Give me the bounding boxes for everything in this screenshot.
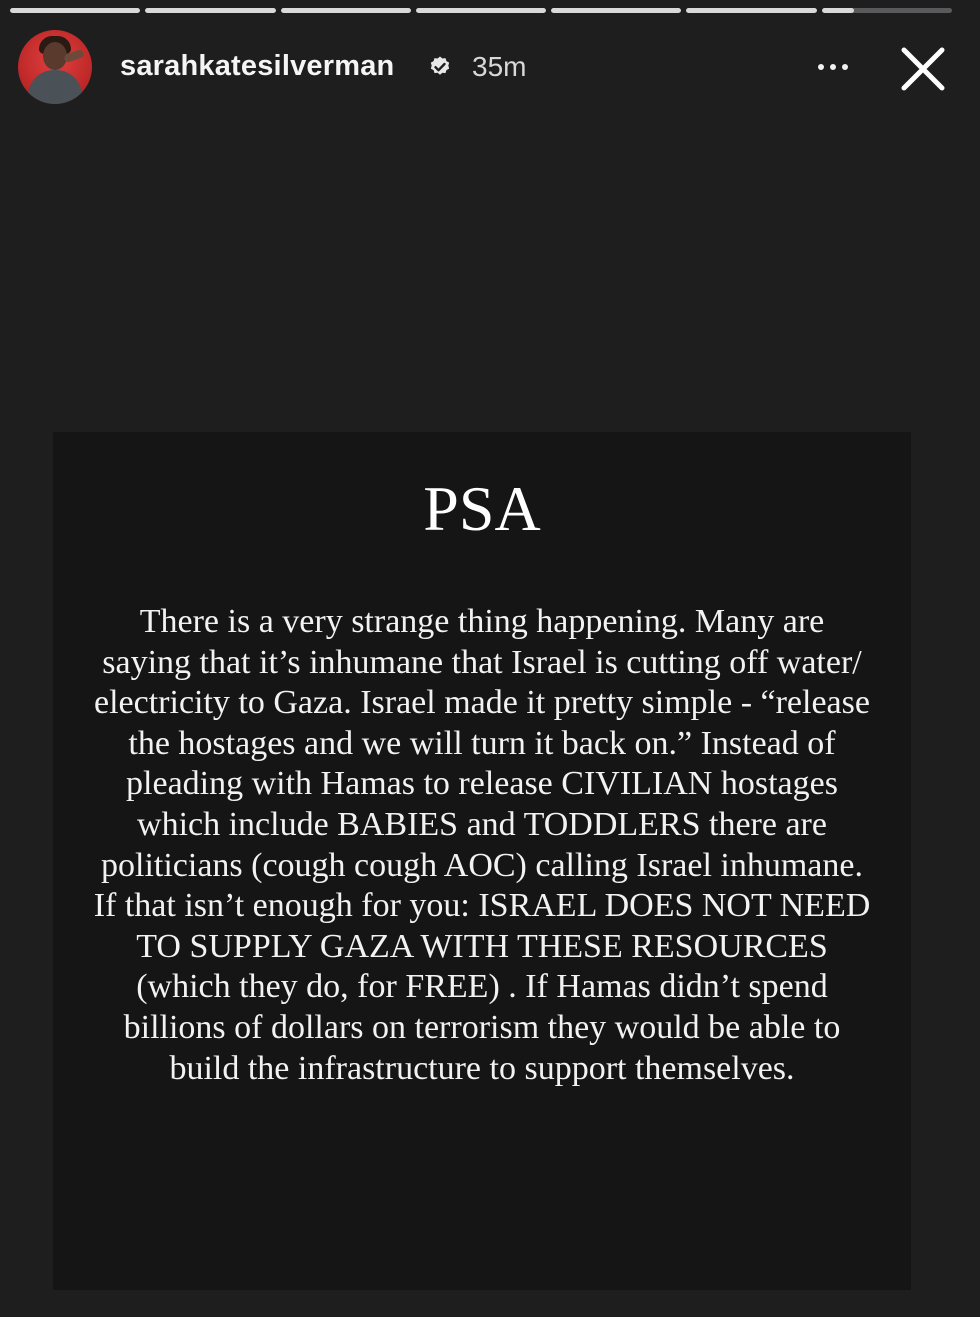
progress-segment: [686, 8, 816, 13]
username-link[interactable]: sarahkatesilverman: [120, 50, 395, 82]
avatar[interactable]: [18, 30, 92, 104]
progress-segment: [281, 8, 411, 13]
progress-segment: [416, 8, 546, 13]
psa-title: PSA: [423, 473, 541, 544]
progress-segment-current: [822, 8, 952, 13]
post-time: 35m: [472, 51, 527, 82]
progress-segment: [145, 8, 275, 13]
story-progress-bar: [10, 8, 952, 13]
story-header: [18, 30, 963, 106]
more-options-icon: [818, 64, 824, 70]
progress-segment: [551, 8, 681, 13]
progress-segment: [10, 8, 140, 13]
story-text-card: [53, 432, 911, 1290]
close-icon[interactable]: [896, 42, 950, 96]
more-options-button[interactable]: [808, 52, 858, 82]
psa-body-text: There is a very strange thing happening. Many are saying that it’s inhumane that Israel is cutting off water/ electricity to Gaza. Israel made it pretty simple - “release the hostages and we will turn it back on.” Instead of pleading with Hamas to release CIVILIAN hostages which include BABIES and TODDLERS there are politicians (cough cough AOC) calling Israel inhumane. If that isn’t enough for you: ISRAEL DOES NOT NEED TO SUPPLY GAZA WITH THESE RESOURCES (which they do, for FREE) . If Hamas didn’t spend billions of dollars on terrorism they would be able to build the infrastructure to support themselves.: [93, 603, 871, 1087]
verified-badge-icon: [428, 55, 452, 79]
